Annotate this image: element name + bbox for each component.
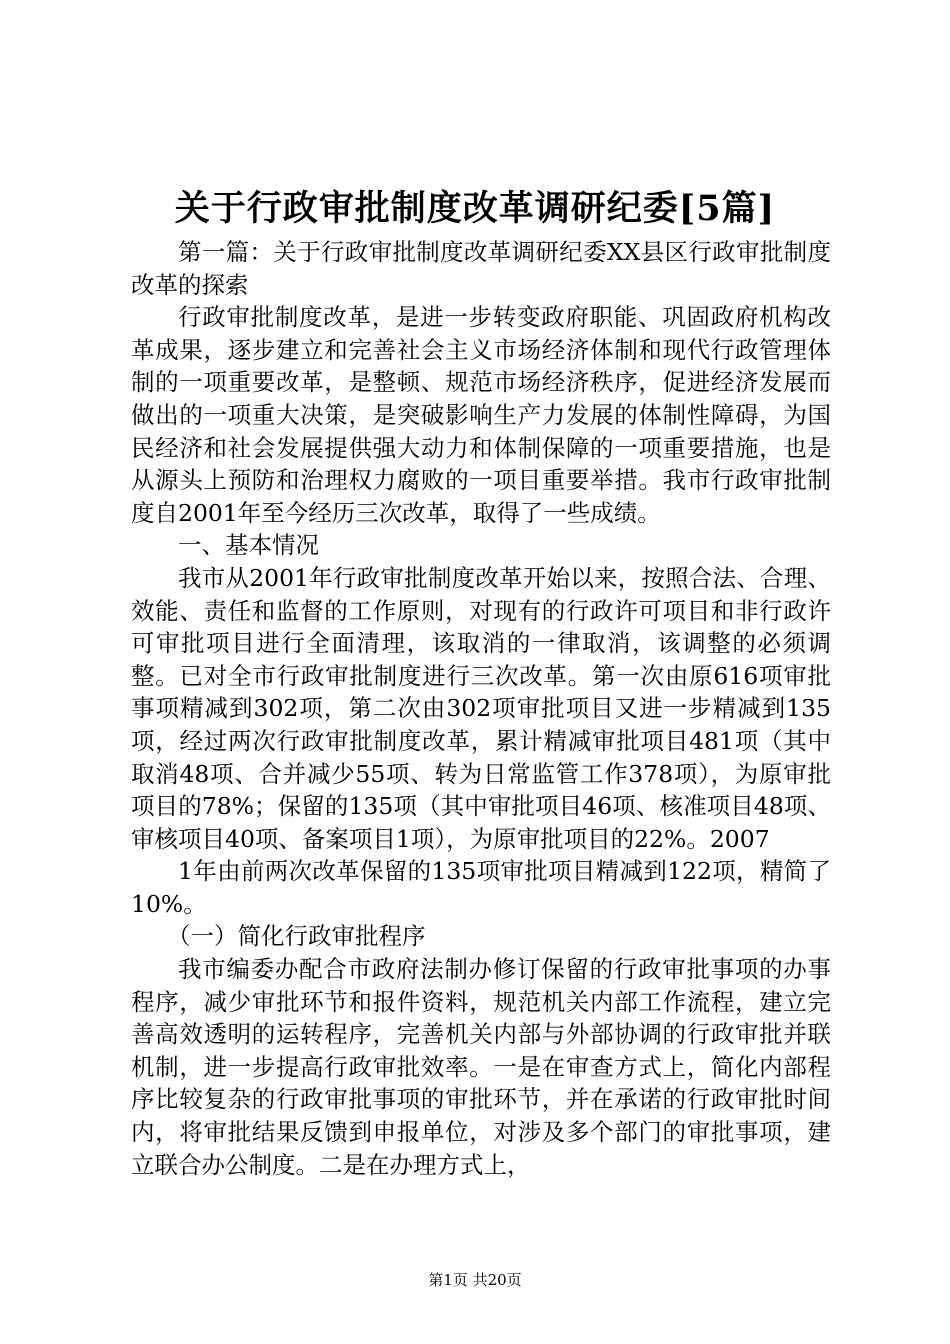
document-body — [131, 236, 831, 1181]
body-paragraph: 行政审批制度改革，是进一步转变政府职能、巩固政府机构改革成果，逐步建立和完善社会主义市场经济体制和现代行政管理体制的一项重要改革，是整顿、规范市场经济秩序，促进经济发展而做出的一项重大决策，是突破影响生产力发展的体制性障碍，为国民经济和社会发展提供强大动力和体制保障的一项重要措施，也是从源头上预防和治理权力腐败的一项目重要举措。我市行政审批制度自2001年至今经历三次改革，取得了一些成绩。 — [131, 303, 831, 527]
subsection-heading: （一）简化行政审批程序 — [167, 922, 426, 951]
body-paragraph: 我市从2001年行政审批制度改革开始以来，按照合法、合理、效能、责任和监督的工作原则，对现有的行政许可项目和非行政许可审批项目进行全面清理，该取消的一律取消，该调整的必须调整。已对全市行政审批制度进行三次改革。第一次由原616项审批事项精减到302项，第二次由302项审批项目又进一步精减到135项，经过两次行政审批制度改革，累计精减审批项目481项（其中取消48项、合并减少55项、转为日常监管工作378项），为原审批项目的78%；保留的135项（其中审批项目46项、核准项目48项、审核项目40项、备案项目1项），为原审批项目的22%。2007 — [131, 563, 831, 853]
body-paragraph: 我市编委办配合市政府法制办修订保留的行政审批事项的办事程序，减少审批环节和报件资料，规范机关内部工作流程，建立完善高效透明的运转程序，完善机关内部与外部协调的行政审批并联机制，进一步提高行政审批效率。一是在审查方式上，简化内部程序比较复杂的行政审批事项的审批环节，并在承诺的行政审批时间内，将审批结果反馈到申报单位，对涉及多个部门的审批事项，建立联合办公制度。二是在办理方式上， — [131, 955, 831, 1179]
body-paragraph: 1年由前两次改革保留的135项审批项目精减到122项，精简了10%。 — [131, 857, 831, 918]
section-heading: 一、基本情况 — [178, 531, 319, 560]
document-title: 关于行政审批制度改革调研纪委[5篇] — [174, 188, 776, 229]
chapter-heading: 第一篇：关于行政审批制度改革调研纪委XX县区行政审批制度改革的探索 — [131, 238, 831, 299]
page-footer: 第1页 共20页 — [428, 1271, 522, 1289]
